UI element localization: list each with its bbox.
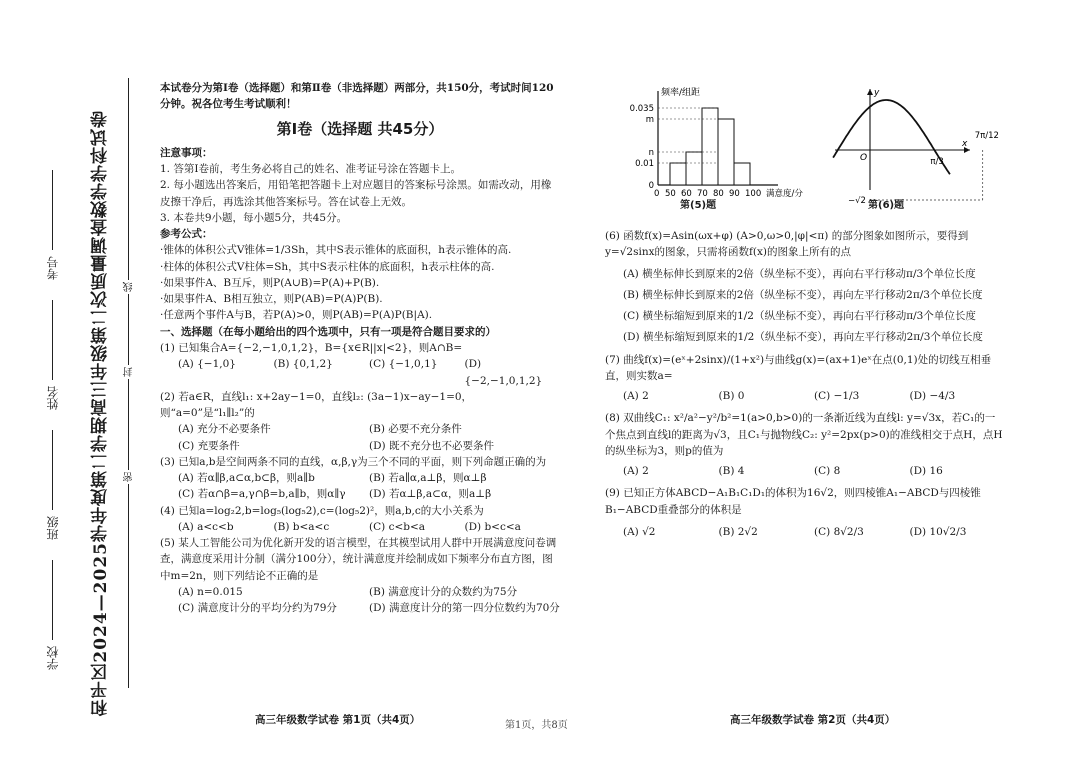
formula-heading: 参考公式： (160, 228, 213, 241)
x-axis-label: 满意度/分 (766, 189, 803, 199)
question-8-options (605, 463, 1005, 479)
histogram-bar (702, 108, 718, 185)
field-school: 学校 (44, 560, 61, 670)
x-tick-label: 50 (665, 189, 676, 199)
right-column (605, 228, 1005, 546)
figure-6-caption: 第(6)题 (868, 200, 905, 211)
y-tick-label: 0.035 (629, 104, 654, 114)
formula-item: ·任意两个事件A与B，若P(A)>0，则P(AB)=P(A)P(B|A). (160, 309, 433, 322)
question-2-options (160, 421, 560, 454)
option: (D) 横坐标缩短到原来的1/2（纵坐标不变），再向左平行移动2π/3个单位长度 (623, 331, 983, 344)
option: (D) 若α⊥β,a⊂α，则a⊥β (369, 488, 492, 501)
intro-text: 本试卷分为第Ⅰ卷（选择题）和第Ⅱ卷（非选择题）两部分，共150分，考试时间120分钟。祝各位考生考试顺利！ (160, 82, 554, 111)
y-tick-label: 0 (648, 181, 654, 191)
option: (A) 若α∥β,a⊂α,b⊂β，则a∥b (178, 472, 315, 485)
question-5-stem: (5) 某人工智能公司为优化新开发的语言模型，在其模型试用人群中开展满意度问卷调查，满意度采用计分制（满分100分），统计满意度并绘制成如下频率分布直方图，图中m=2n，则下列结论不正确的是 (160, 537, 557, 582)
option: (D) 10√2/3 (909, 525, 967, 538)
option: (B) 0 (718, 390, 745, 403)
option: (B) 2√2 (718, 525, 758, 538)
question-4-options (160, 519, 560, 535)
field-exam-number: 考号 (44, 170, 61, 280)
histogram-bar (718, 119, 734, 185)
question-3-stem: (3) 已知a,b是空间两条不同的直线，α,β,γ为三个不同的平面，则下列命题正确的为 (160, 455, 547, 468)
option: (C) c<b<a (369, 520, 426, 533)
histogram-bar (734, 163, 750, 185)
formula-item: ·如果事件A、B互斥，则P(A∪B)=P(A)+P(B). (160, 276, 380, 289)
y-tick-label: 0.01 (635, 159, 654, 169)
formula-item: ·锥体的体积公式V锥体=1/3Sh，其中S表示锥体的底面积，h表示锥体的高. (160, 244, 512, 257)
option: (C) 8√2/3 (814, 525, 864, 538)
option: (C) 8 (814, 465, 841, 478)
y-tick-label: m (645, 115, 654, 125)
seal-mark-xian: 线 (124, 282, 135, 292)
y-axis-label: 频率/组距 (661, 88, 701, 98)
x-tick-label: 0 (654, 189, 660, 199)
option: (B) 必要不充分条件 (369, 423, 462, 436)
option: (C) −1/3 (814, 390, 860, 403)
option: (C) 充要条件 (178, 439, 240, 452)
option: (D) 既不充分也不必要条件 (369, 439, 494, 452)
exam-title-vertical: 和平区2024—2025学年度第二学期高三年级第二次质量调查数学学科试卷 (91, 110, 111, 717)
option: (A) √2 (623, 525, 656, 538)
question-6-options (605, 266, 1005, 346)
formula-item: ·柱体的体积公式V柱体=Sh，其中S表示柱体的底面积，h表示柱体的高. (160, 260, 495, 273)
question-6-stem: (6) 函数f(x)=Asin(ωx+φ) (A>0,ω>0,|φ|<π) 的部分图象如图所示，要得到y=√2sinx的图象，只需将函数f(x)的图象上所有的点 (605, 230, 969, 259)
notice-item: 3. 本卷共9小题，每小题5分，共45分。 (160, 211, 348, 224)
option: (A) a<c<b (178, 520, 234, 533)
option: (B) b<a<c (273, 520, 330, 533)
option: (C) 横坐标缩短到原来的1/2（纵坐标不变），再向右平行移动π/3个单位长度 (623, 310, 976, 323)
question-9-options (605, 524, 1005, 540)
y-axis-label: y (874, 88, 880, 98)
question-7-stem: (7) 曲线f(x)=(eˣ+2sinx)/(1+x²)与曲线g(x)=(ax+1)eˣ在点(0,1)处的切线互相垂直，则实数a= (605, 353, 992, 382)
question-9-stem: (9) 已知正方体ABCD−A₁B₁C₁D₁的体积为16√2，则四棱锥A₁−ABCD与四棱锥B₁−ABCD重叠部分的体积是 (605, 487, 981, 516)
figure-5-caption: 第(5)题 (680, 200, 717, 211)
part-title: 第Ⅰ卷（选择题 共45分） (276, 119, 444, 138)
left-column (160, 80, 560, 616)
seal-mark-feng: 封 (124, 367, 135, 377)
histogram-bar (670, 163, 686, 185)
option: (C) 满意度计分的平均分约为79分 (178, 602, 337, 615)
option: (A) 2 (623, 390, 649, 403)
question-3-options (160, 470, 560, 503)
formula-item: ·如果事件A、B相互独立，则P(AB)=P(A)P(B). (160, 293, 383, 306)
question-5-options (160, 584, 560, 617)
tick-label-7pi-over-12: 7π/12 (974, 131, 999, 141)
option: (D) b<c<a (464, 520, 521, 533)
question-2-stem: (2) 若a∈R，直线l₁: x+2ay−1=0，直线l₂: (3a−1)x−ay−1=0，则“a=0”是“l₁∥l₂”的 (160, 390, 473, 420)
question-1-stem: (1) 已知集合A={−2,−1,0,1,2}，B={x∈R||x|<2}，则A∩B= (160, 341, 463, 354)
x-tick-label: 100 (745, 189, 762, 199)
option: (D) 16 (909, 465, 943, 478)
option: (C) {−1,0,1} (369, 358, 438, 371)
notice-item: 2. 每小题选出答案后，用铅笔把答题卡上对应题目的答案标号涂黑。如需改动，用橡皮擦干净后，再选涂其他答案标号。答在试卷上无效。 (160, 179, 552, 208)
option: (D) {−2,−1,0,1,2} (464, 358, 543, 387)
tick-label-neg-sqrt2: −√2 (848, 196, 866, 206)
option: (A) 横坐标伸长到原来的2倍（纵坐标不变），再向右平行移动π/3个单位长度 (623, 267, 976, 280)
histogram-bar (686, 152, 702, 185)
question-4-stem: (4) 已知a=log₂2,b=log₅(log₅2),c=(log₅2)²，则a,b,c的大小关系为 (160, 504, 484, 517)
option: (D) −4/3 (909, 390, 956, 403)
x-tick-label: 60 (681, 189, 692, 199)
page-1-footer: 高三年级数学试卷 第1页（共4页） (255, 714, 421, 726)
y-tick-label: n (648, 148, 654, 158)
question-7-options (605, 388, 1005, 404)
section-one-heading: 一、选择题（在每小题给出的四个选项中，只有一项是符合题目要求的） (160, 325, 496, 338)
option: (B) 满意度计分的众数约为75分 (369, 585, 518, 598)
histogram-figure (620, 85, 820, 210)
page-indicator: 第1页，共8页 (505, 720, 568, 731)
question-8-stem: (8) 双曲线C₁: x²/a²−y²/b²=1(a>0,b>0)的一条渐近线为直线l: y=√3x，若C₁的一个焦点到直线l的距离为√3，且C₁与抛物线C₂: y²=2px(p>0)的准线相交于点H，点H的纵坐标为3，则p的值为 (605, 412, 1003, 457)
option: (B) {0,1,2} (273, 358, 333, 371)
x-tick-label: 80 (713, 189, 724, 199)
option: (A) n=0.015 (178, 585, 243, 598)
option: (A) 2 (623, 465, 649, 478)
seal-mark-mi: 密 (124, 472, 135, 482)
notice-heading: 注意事项： (160, 146, 213, 159)
x-axis-label: x (962, 139, 968, 149)
page-2-footer: 高三年级数学试卷 第2页（共4页） (730, 714, 896, 726)
origin-label: O (860, 153, 868, 163)
option: (B) 若a∥α,a⊥β，则α⊥β (369, 472, 487, 485)
x-tick-label: 90 (729, 189, 740, 199)
x-tick-label: 70 (697, 189, 708, 199)
option: (A) {−1,0} (178, 358, 236, 371)
y-axis-arrow (867, 89, 873, 95)
binding-line (128, 78, 129, 688)
field-class: 班级 (44, 430, 61, 540)
question-1-options (160, 356, 560, 389)
notice-item: 1. 答第Ⅰ卷前，考生务必将自己的姓名、准考证号涂在答题卡上。 (160, 163, 462, 176)
field-name: 姓名 (44, 300, 61, 410)
option: (D) 满意度计分的第一四分位数约为70分 (369, 602, 560, 615)
option: (C) 若α∩β=a,γ∩β=b,a∥b，则α∥γ (178, 488, 346, 501)
option: (B) 横坐标伸长到原来的2倍（纵坐标不变），再向左平行移动2π/3个单位长度 (623, 288, 983, 301)
option: (B) 4 (718, 465, 745, 478)
tick-label-pi-over-3: π/3 (930, 157, 944, 167)
option: (A) 充分不必要条件 (178, 423, 271, 436)
